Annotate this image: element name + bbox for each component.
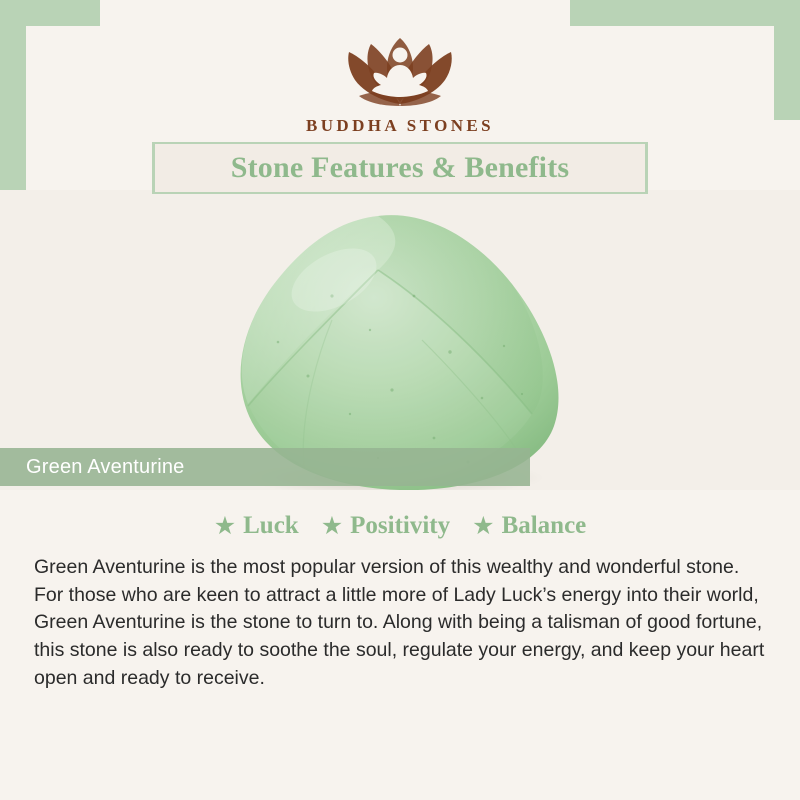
brand-name: BUDDHA STONES — [306, 116, 494, 135]
stone-name-label: Green Aventurine — [26, 455, 185, 478]
content-section — [0, 490, 800, 800]
benefit-item — [472, 512, 586, 540]
brand-logo — [0, 18, 800, 136]
page-title: Stone Features & Benefits — [230, 151, 570, 184]
stone-name-caption — [0, 448, 530, 486]
benefit-label: Luck — [243, 512, 299, 539]
banner-right-bar — [645, 142, 648, 194]
green-aventurine-stone-illustration — [182, 200, 602, 490]
star-icon: ★ — [472, 511, 495, 540]
banner-left-bar — [152, 142, 155, 194]
hero-image — [0, 190, 800, 490]
lotus-meditation-figure-icon — [325, 18, 475, 114]
benefit-label: Positivity — [350, 512, 451, 539]
star-icon: ★ — [213, 511, 237, 540]
benefit-label: Balance — [501, 512, 587, 539]
benefits-list — [0, 512, 800, 540]
stone-description: Green Aventurine is the most popular version of this wealthy and wonderful stone. For those who are keen to attract a little more of Lady Luck’s energy into their world, Green Aventurine is the stone to turn to. Along with being a talisman of good fortune, this stone is also ready to soothe the soul, regulate your energy, and keep your heart open and ready to receive. — [34, 556, 765, 689]
benefit-item — [321, 512, 450, 540]
benefit-item — [214, 512, 299, 540]
star-icon: ★ — [320, 511, 344, 540]
section-title-banner — [152, 142, 648, 194]
